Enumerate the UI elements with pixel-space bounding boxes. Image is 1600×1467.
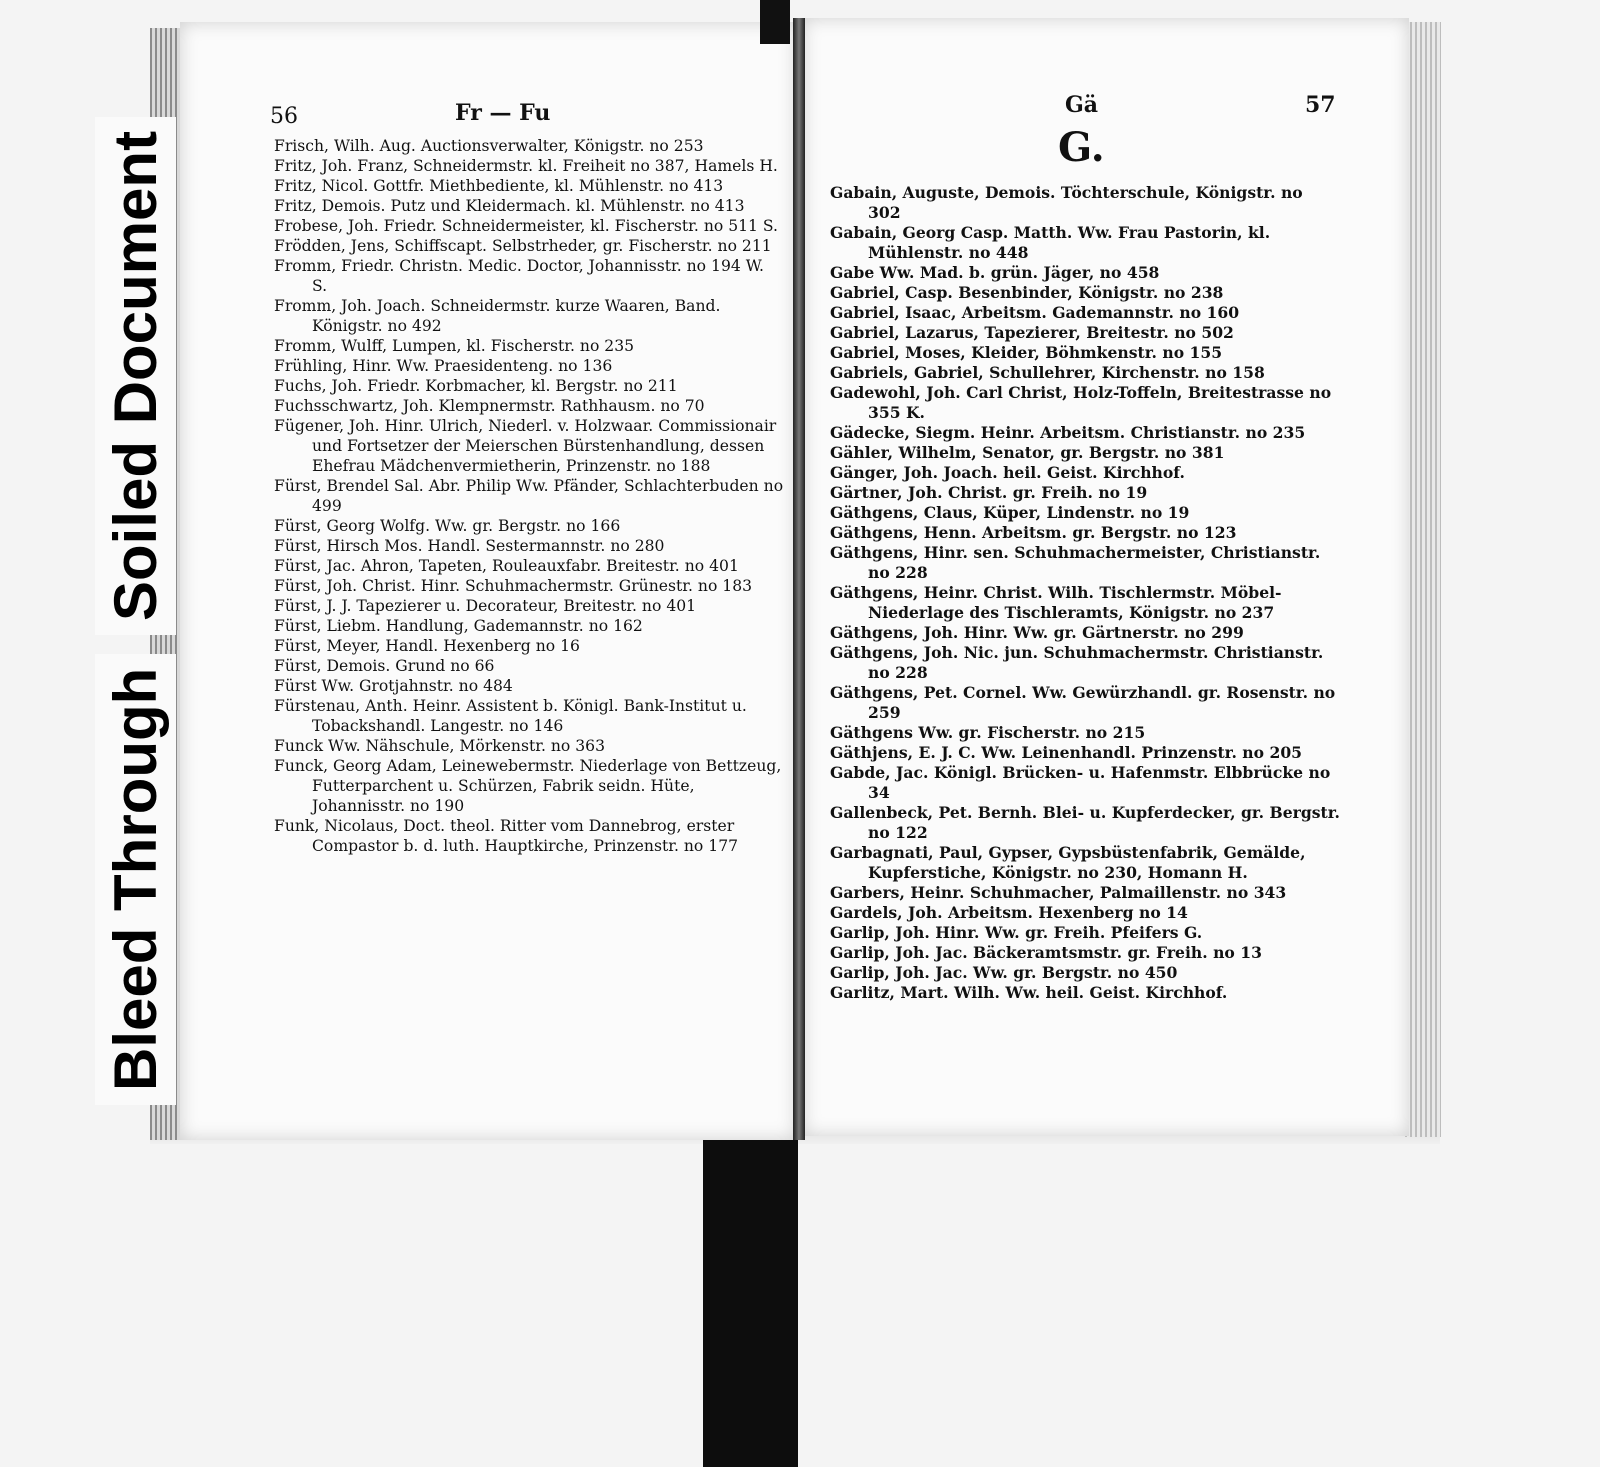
list-item: Gabriels, Gabriel, Schullehrer, Kirchenstr. no 158 bbox=[830, 363, 1265, 382]
list-item: Garbers, Heinr. Schuhmacher, Palmaillenstr. no 343 bbox=[830, 883, 1287, 902]
list-item: Gäthgens, Heinr. Christ. Wilh. Tischlermstr. Möbel-Niederlage des Tischleramts, Königstr. no 237 bbox=[830, 583, 1282, 622]
book-gutter bbox=[793, 18, 805, 1140]
list-item: Gäthgens, Joh. Hinr. Ww. gr. Gärtnerstr. no 299 bbox=[830, 623, 1244, 642]
list-item: Garlip, Joh. Jac. Bäckeramtsmstr. gr. Freih. no 13 bbox=[830, 943, 1262, 962]
left-page-number: 56 bbox=[270, 104, 298, 129]
list-item: Gäthgens, Claus, Küper, Lindenstr. no 19 bbox=[830, 503, 1190, 522]
list-item: Gabain, Georg Casp. Matth. Ww. Frau Pastorin, kl. Mühlenstr. no 448 bbox=[830, 223, 1271, 262]
list-item: Garlitz, Mart. Wilh. Ww. heil. Geist. Kirchhof. bbox=[830, 983, 1228, 1002]
list-item: Frödden, Jens, Schiffscapt. Selbstrheder, gr. Fischerstr. no 211 bbox=[274, 237, 772, 255]
list-item: Fürst, J. J. Tapezierer u. Decorateur, Breitestr. no 401 bbox=[274, 597, 697, 615]
list-item: Fromm, Joh. Joach. Schneidermstr. kurze Waaren, Band. Königstr. no 492 bbox=[274, 297, 721, 335]
list-item: Fritz, Nicol. Gottfr. Miethbediente, kl. Mühlenstr. no 413 bbox=[274, 177, 724, 195]
list-item: Gänger, Joh. Joach. heil. Geist. Kirchhof. bbox=[830, 463, 1185, 482]
list-item: Fürst, Georg Wolfg. Ww. gr. Bergstr. no 166 bbox=[274, 517, 621, 535]
right-page-edges bbox=[1405, 22, 1441, 1137]
list-item: Fromm, Friedr. Christn. Medic. Doctor, Johannisstr. no 194 W. S. bbox=[274, 257, 765, 295]
list-item: Gäthjens, E. J. C. Ww. Leinenhandl. Prinzenstr. no 205 bbox=[830, 743, 1303, 762]
list-item: Funck Ww. Nähschule, Mörkenstr. no 363 bbox=[274, 737, 606, 755]
bookmark-ribbon-top bbox=[760, 0, 790, 44]
list-item: Fuchsschwartz, Joh. Klempnermstr. Rathhausm. no 70 bbox=[274, 397, 705, 415]
list-item: Gabriel, Moses, Kleider, Böhmkenstr. no 155 bbox=[830, 343, 1223, 362]
soiled-document-label: Soiled Document bbox=[95, 117, 176, 635]
list-item: Funck, Georg Adam, Leinewebermstr. Niederlage von Bettzeug, Futterparchent u. Schürzen, Fabrik seidn. Hüte, Johannisstr. no 190 bbox=[274, 757, 782, 815]
list-item: Gadewohl, Joh. Carl Christ, Holz-Toffeln, Breitestrasse no 355 K. bbox=[830, 383, 1332, 422]
list-item: Garlip, Joh. Hinr. Ww. gr. Freih. Pfeifers G. bbox=[830, 923, 1203, 942]
right-page-number: 57 bbox=[1305, 92, 1336, 118]
list-item: Gallenbeck, Pet. Bernh. Blei- u. Kupferdecker, gr. Bergstr. no 122 bbox=[830, 803, 1340, 842]
section-letter: G. bbox=[1058, 124, 1105, 171]
list-item: Gabriel, Casp. Besenbinder, Königstr. no 238 bbox=[830, 283, 1224, 302]
list-item: Gardels, Joh. Arbeitsm. Hexenberg no 14 bbox=[830, 903, 1188, 922]
list-item: Fritz, Demois. Putz und Kleidermach. kl. Mühlenstr. no 413 bbox=[274, 197, 745, 215]
left-entry-list bbox=[274, 136, 784, 856]
list-item: Gabe Ww. Mad. b. grün. Jäger, no 458 bbox=[830, 263, 1160, 282]
list-item: Fuchs, Joh. Friedr. Korbmacher, kl. Bergstr. no 211 bbox=[274, 377, 678, 395]
list-item: Gabain, Auguste, Demois. Töchterschule, Königstr. no 302 bbox=[830, 183, 1303, 222]
list-item: Fürst, Meyer, Handl. Hexenberg no 16 bbox=[274, 637, 580, 655]
list-item: Fürst, Hirsch Mos. Handl. Sestermannstr. no 280 bbox=[274, 537, 665, 555]
left-page-header: Fr — Fu bbox=[455, 100, 551, 126]
list-item: Frühling, Hinr. Ww. Praesidenteng. no 136 bbox=[274, 357, 613, 375]
bookmark-ribbon bbox=[703, 1140, 798, 1467]
list-item: Funk, Nicolaus, Doct. theol. Ritter vom Dannebrog, erster Compastor b. d. luth. Hauptkirche, Prinzenstr. no 177 bbox=[274, 817, 739, 855]
list-item: Garlip, Joh. Jac. Ww. gr. Bergstr. no 450 bbox=[830, 963, 1178, 982]
bleed-through-label: Bleed Through bbox=[95, 654, 176, 1105]
list-item: Fürst, Liebm. Handlung, Gademannstr. no 162 bbox=[274, 617, 643, 635]
list-item: Gäthgens, Hinr. sen. Schuhmachermeister, Christianstr. no 228 bbox=[830, 543, 1321, 582]
right-entry-list bbox=[830, 183, 1340, 1003]
list-item: Gäthgens Ww. gr. Fischerstr. no 215 bbox=[830, 723, 1146, 742]
list-item: Gärtner, Joh. Christ. gr. Freih. no 19 bbox=[830, 483, 1148, 502]
right-page-header: Gä bbox=[1065, 92, 1099, 118]
list-item: Fromm, Wulff, Lumpen, kl. Fischerstr. no 235 bbox=[274, 337, 635, 355]
list-item: Fürstenau, Anth. Heinr. Assistent b. Königl. Bank-Institut u. Tobackshandl. Langestr. no 146 bbox=[274, 697, 747, 735]
list-item: Gabriel, Isaac, Arbeitsm. Gademannstr. no 160 bbox=[830, 303, 1240, 322]
list-item: Fritz, Joh. Franz, Schneidermstr. kl. Freiheit no 387, Hamels H. bbox=[274, 157, 778, 175]
list-item: Gäthgens, Joh. Nic. jun. Schuhmachermstr. Christianstr. no 228 bbox=[830, 643, 1324, 682]
list-item: Gäthgens, Henn. Arbeitsm. gr. Bergstr. no 123 bbox=[830, 523, 1237, 542]
list-item: Garbagnati, Paul, Gypser, Gypsbüstenfabrik, Gemälde, Kupferstiche, Königstr. no 230, Homann H. bbox=[830, 843, 1306, 882]
list-item: Gäthgens, Pet. Cornel. Ww. Gewürzhandl. gr. Rosenstr. no 259 bbox=[830, 683, 1336, 722]
list-item: Gähler, Wilhelm, Senator, gr. Bergstr. no 381 bbox=[830, 443, 1225, 462]
list-item: Fürst, Joh. Christ. Hinr. Schuhmachermstr. Grünestr. no 183 bbox=[274, 577, 753, 595]
list-item: Gabriel, Lazarus, Tapezierer, Breitestr. no 502 bbox=[830, 323, 1234, 342]
list-item: Fürst, Brendel Sal. Abr. Philip Ww. Pfänder, Schlachterbuden no 499 bbox=[274, 477, 784, 515]
list-item: Gädecke, Siegm. Heinr. Arbeitsm. Christianstr. no 235 bbox=[830, 423, 1306, 442]
list-item: Gabde, Jac. Königl. Brücken- u. Hafenmstr. Elbbrücke no 34 bbox=[830, 763, 1331, 802]
list-item: Fürst, Demois. Grund no 66 bbox=[274, 657, 495, 675]
list-item: Fügener, Joh. Hinr. Ulrich, Niederl. v. Holzwaar. Commissionair und Fortsetzer der Meierschen Bürstenhandlung, dessen Ehefrau Mädchenvermietherin, Prinzenstr. no 188 bbox=[274, 417, 777, 475]
list-item: Frobese, Joh. Friedr. Schneidermeister, kl. Fischerstr. no 511 S. bbox=[274, 217, 779, 235]
list-item: Fürst Ww. Grotjahnstr. no 484 bbox=[274, 677, 513, 695]
list-item: Fürst, Jac. Ahron, Tapeten, Rouleauxfabr. Breitestr. no 401 bbox=[274, 557, 739, 575]
list-item: Frisch, Wilh. Aug. Auctionsverwalter, Königstr. no 253 bbox=[274, 137, 704, 155]
